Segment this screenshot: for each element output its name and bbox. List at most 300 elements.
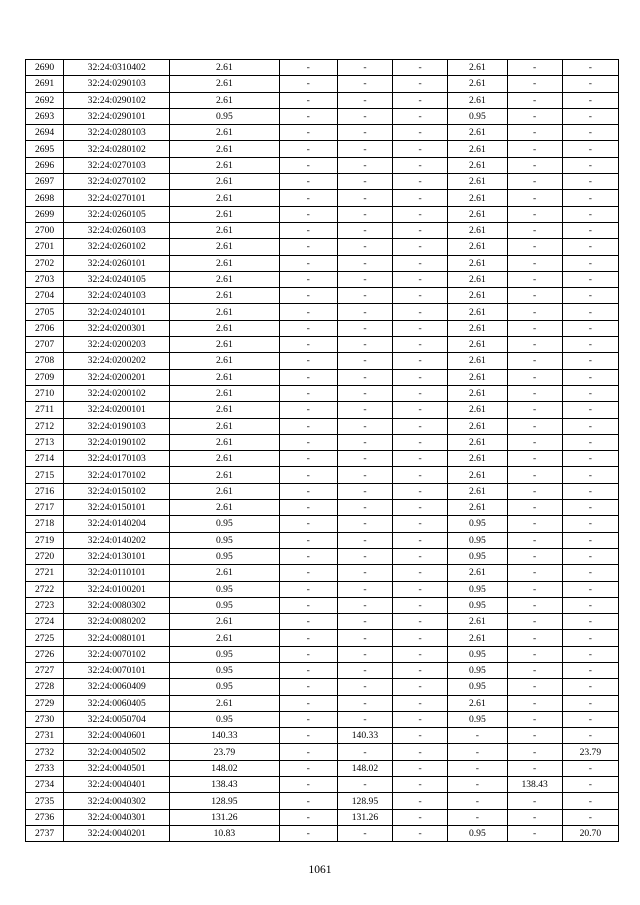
value-col-9-cell: - [562, 728, 618, 744]
value-col-6-cell: - [393, 76, 448, 92]
value-col-7-cell: - [448, 793, 507, 809]
value-col-4-cell: - [279, 255, 337, 271]
table-row [26, 728, 619, 744]
value-col-7-cell: 2.61 [448, 320, 507, 336]
row-number-cell: 2697 [26, 174, 64, 190]
cadastral-number-cell: 32:24:0200101 [64, 402, 170, 418]
cadastral-number-cell: 32:24:0200301 [64, 320, 170, 336]
total-value-cell: 138.43 [170, 777, 279, 793]
table-row [26, 304, 619, 320]
value-col-8-cell: - [507, 60, 562, 76]
total-value-cell: 2.61 [170, 255, 279, 271]
value-col-7-cell: 0.95 [448, 108, 507, 124]
row-number-cell: 2709 [26, 369, 64, 385]
cadastral-number-cell: 32:24:0060405 [64, 695, 170, 711]
value-col-7-cell: 2.61 [448, 418, 507, 434]
value-col-6-cell: - [393, 271, 448, 287]
table-row [26, 288, 619, 304]
value-col-9-cell: - [562, 646, 618, 662]
row-number-cell: 2717 [26, 500, 64, 516]
value-col-8-cell: - [507, 402, 562, 418]
row-number-cell: 2712 [26, 418, 64, 434]
value-col-6-cell: - [393, 728, 448, 744]
value-col-9-cell: - [562, 467, 618, 483]
value-col-6-cell: - [393, 581, 448, 597]
row-number-cell: 2721 [26, 565, 64, 581]
table-row [26, 646, 619, 662]
row-number-cell: 2723 [26, 597, 64, 613]
value-col-9-cell: - [562, 337, 618, 353]
value-col-4-cell: - [279, 728, 337, 744]
value-col-5-cell: - [337, 418, 392, 434]
value-col-8-cell: - [507, 76, 562, 92]
value-col-5-cell: - [337, 630, 392, 646]
value-col-9-cell: - [562, 157, 618, 173]
value-col-9-cell: - [562, 614, 618, 630]
value-col-5-cell: 148.02 [337, 760, 392, 776]
value-col-7-cell: 2.61 [448, 565, 507, 581]
value-col-8-cell: - [507, 108, 562, 124]
value-col-9-cell: - [562, 597, 618, 613]
value-col-5-cell: - [337, 369, 392, 385]
value-col-9-cell: - [562, 288, 618, 304]
value-col-4-cell: - [279, 174, 337, 190]
table-row [26, 760, 619, 776]
value-col-9-cell: - [562, 630, 618, 646]
value-col-7-cell: 2.61 [448, 174, 507, 190]
table-row [26, 222, 619, 238]
value-col-8-cell: - [507, 369, 562, 385]
total-value-cell: 0.95 [170, 646, 279, 662]
total-value-cell: 0.95 [170, 679, 279, 695]
table-row [26, 206, 619, 222]
cadastral-number-cell: 32:24:0070101 [64, 662, 170, 678]
table-row [26, 809, 619, 825]
value-col-4-cell: - [279, 695, 337, 711]
value-col-6-cell: - [393, 662, 448, 678]
cadastral-number-cell: 32:24:0040501 [64, 760, 170, 776]
value-col-6-cell: - [393, 532, 448, 548]
value-col-7-cell: - [448, 760, 507, 776]
value-col-7-cell: 0.95 [448, 646, 507, 662]
value-col-6-cell: - [393, 548, 448, 564]
value-col-7-cell: 2.61 [448, 60, 507, 76]
value-col-7-cell: 0.95 [448, 679, 507, 695]
value-col-7-cell: 2.61 [448, 451, 507, 467]
value-col-7-cell: 2.61 [448, 337, 507, 353]
value-col-4-cell: - [279, 451, 337, 467]
table-row [26, 434, 619, 450]
value-col-7-cell: 2.61 [448, 353, 507, 369]
cadastral-data-table [25, 59, 619, 842]
value-col-7-cell: - [448, 744, 507, 760]
row-number-cell: 2734 [26, 777, 64, 793]
row-number-cell: 2696 [26, 157, 64, 173]
value-col-5-cell: - [337, 581, 392, 597]
value-col-9-cell: 20.70 [562, 825, 618, 841]
value-col-5-cell: - [337, 662, 392, 678]
value-col-8-cell: - [507, 451, 562, 467]
document-page [25, 59, 619, 842]
value-col-4-cell: - [279, 548, 337, 564]
value-col-8-cell: - [507, 467, 562, 483]
value-col-4-cell: - [279, 516, 337, 532]
value-col-8-cell: - [507, 255, 562, 271]
value-col-4-cell: - [279, 777, 337, 793]
value-col-9-cell: - [562, 516, 618, 532]
value-col-7-cell: 0.95 [448, 825, 507, 841]
value-col-4-cell: - [279, 662, 337, 678]
value-col-9-cell: - [562, 809, 618, 825]
value-col-4-cell: - [279, 190, 337, 206]
value-col-7-cell: 2.61 [448, 76, 507, 92]
value-col-8-cell: - [507, 92, 562, 108]
row-number-cell: 2714 [26, 451, 64, 467]
total-value-cell: 2.61 [170, 695, 279, 711]
cadastral-number-cell: 32:24:0270101 [64, 190, 170, 206]
value-col-9-cell: - [562, 793, 618, 809]
table-row [26, 711, 619, 727]
cadastral-number-cell: 32:24:0040302 [64, 793, 170, 809]
table-row [26, 76, 619, 92]
value-col-4-cell: - [279, 206, 337, 222]
total-value-cell: 0.95 [170, 597, 279, 613]
row-number-cell: 2733 [26, 760, 64, 776]
table-row [26, 369, 619, 385]
total-value-cell: 2.61 [170, 467, 279, 483]
value-col-8-cell: - [507, 695, 562, 711]
total-value-cell: 2.61 [170, 402, 279, 418]
value-col-6-cell: - [393, 451, 448, 467]
value-col-4-cell: - [279, 434, 337, 450]
table-row [26, 239, 619, 255]
total-value-cell: 2.61 [170, 92, 279, 108]
value-col-6-cell: - [393, 255, 448, 271]
value-col-9-cell: - [562, 92, 618, 108]
total-value-cell: 2.61 [170, 337, 279, 353]
cadastral-number-cell: 32:24:0260101 [64, 255, 170, 271]
row-number-cell: 2735 [26, 793, 64, 809]
value-col-5-cell: - [337, 255, 392, 271]
value-col-4-cell: - [279, 60, 337, 76]
value-col-5-cell: - [337, 711, 392, 727]
row-number-cell: 2705 [26, 304, 64, 320]
value-col-6-cell: - [393, 711, 448, 727]
total-value-cell: 23.79 [170, 744, 279, 760]
value-col-6-cell: - [393, 190, 448, 206]
total-value-cell: 0.95 [170, 532, 279, 548]
total-value-cell: 10.83 [170, 825, 279, 841]
value-col-4-cell: - [279, 337, 337, 353]
value-col-8-cell: 138.43 [507, 777, 562, 793]
value-col-9-cell: - [562, 777, 618, 793]
cadastral-number-cell: 32:24:0080202 [64, 614, 170, 630]
value-col-9-cell: - [562, 125, 618, 141]
cadastral-number-cell: 32:24:0040601 [64, 728, 170, 744]
value-col-8-cell: - [507, 744, 562, 760]
table-row [26, 662, 619, 678]
value-col-7-cell: 2.61 [448, 630, 507, 646]
value-col-9-cell: - [562, 222, 618, 238]
cadastral-number-cell: 32:24:0260105 [64, 206, 170, 222]
cadastral-number-cell: 32:24:0240103 [64, 288, 170, 304]
cadastral-number-cell: 32:24:0040301 [64, 809, 170, 825]
value-col-7-cell: 0.95 [448, 581, 507, 597]
value-col-6-cell: - [393, 434, 448, 450]
cadastral-number-cell: 32:24:0200102 [64, 385, 170, 401]
value-col-7-cell: 2.61 [448, 125, 507, 141]
value-col-9-cell: - [562, 581, 618, 597]
value-col-8-cell: - [507, 418, 562, 434]
table-row [26, 630, 619, 646]
value-col-8-cell: - [507, 483, 562, 499]
total-value-cell: 2.61 [170, 141, 279, 157]
row-number-cell: 2699 [26, 206, 64, 222]
value-col-5-cell: - [337, 125, 392, 141]
value-col-7-cell: 2.61 [448, 271, 507, 287]
value-col-7-cell: 2.61 [448, 369, 507, 385]
value-col-6-cell: - [393, 614, 448, 630]
value-col-9-cell: - [562, 385, 618, 401]
cadastral-number-cell: 32:24:0280103 [64, 125, 170, 141]
table-row [26, 418, 619, 434]
value-col-5-cell: - [337, 190, 392, 206]
value-col-6-cell: - [393, 60, 448, 76]
value-col-9-cell: - [562, 418, 618, 434]
cadastral-number-cell: 32:24:0040401 [64, 777, 170, 793]
value-col-9-cell: 23.79 [562, 744, 618, 760]
value-col-8-cell: - [507, 728, 562, 744]
value-col-5-cell: 128.95 [337, 793, 392, 809]
total-value-cell: 128.95 [170, 793, 279, 809]
value-col-6-cell: - [393, 565, 448, 581]
value-col-7-cell: 0.95 [448, 662, 507, 678]
value-col-8-cell: - [507, 206, 562, 222]
value-col-4-cell: - [279, 679, 337, 695]
value-col-7-cell: 2.61 [448, 695, 507, 711]
value-col-4-cell: - [279, 369, 337, 385]
row-number-cell: 2715 [26, 467, 64, 483]
cadastral-number-cell: 32:24:0050704 [64, 711, 170, 727]
value-col-4-cell: - [279, 418, 337, 434]
table-row [26, 695, 619, 711]
value-col-4-cell: - [279, 108, 337, 124]
value-col-5-cell: - [337, 695, 392, 711]
value-col-4-cell: - [279, 271, 337, 287]
value-col-4-cell: - [279, 402, 337, 418]
value-col-4-cell: - [279, 630, 337, 646]
value-col-9-cell: - [562, 760, 618, 776]
cadastral-number-cell: 32:24:0080101 [64, 630, 170, 646]
value-col-9-cell: - [562, 190, 618, 206]
value-col-6-cell: - [393, 385, 448, 401]
value-col-5-cell: - [337, 646, 392, 662]
table-row [26, 60, 619, 76]
value-col-6-cell: - [393, 695, 448, 711]
table-row [26, 385, 619, 401]
total-value-cell: 2.61 [170, 614, 279, 630]
value-col-4-cell: - [279, 597, 337, 613]
value-col-6-cell: - [393, 483, 448, 499]
value-col-8-cell: - [507, 532, 562, 548]
cadastral-number-cell: 32:24:0260103 [64, 222, 170, 238]
value-col-6-cell: - [393, 337, 448, 353]
value-col-4-cell: - [279, 744, 337, 760]
value-col-8-cell: - [507, 434, 562, 450]
row-number-cell: 2724 [26, 614, 64, 630]
value-col-6-cell: - [393, 108, 448, 124]
row-number-cell: 2731 [26, 728, 64, 744]
row-number-cell: 2711 [26, 402, 64, 418]
total-value-cell: 0.95 [170, 581, 279, 597]
value-col-5-cell: - [337, 222, 392, 238]
value-col-4-cell: - [279, 500, 337, 516]
value-col-7-cell: 0.95 [448, 711, 507, 727]
value-col-9-cell: - [562, 239, 618, 255]
value-col-4-cell: - [279, 157, 337, 173]
value-col-9-cell: - [562, 483, 618, 499]
total-value-cell: 140.33 [170, 728, 279, 744]
table-row [26, 190, 619, 206]
value-col-9-cell: - [562, 76, 618, 92]
value-col-7-cell: 2.61 [448, 402, 507, 418]
value-col-7-cell: 2.61 [448, 190, 507, 206]
value-col-8-cell: - [507, 157, 562, 173]
value-col-7-cell: 2.61 [448, 614, 507, 630]
value-col-9-cell: - [562, 711, 618, 727]
value-col-4-cell: - [279, 92, 337, 108]
table-row [26, 548, 619, 564]
value-col-5-cell: 131.26 [337, 809, 392, 825]
value-col-5-cell: - [337, 320, 392, 336]
value-col-5-cell: - [337, 271, 392, 287]
value-col-8-cell: - [507, 760, 562, 776]
value-col-4-cell: - [279, 646, 337, 662]
value-col-8-cell: - [507, 630, 562, 646]
cadastral-number-cell: 32:24:0260102 [64, 239, 170, 255]
table-row [26, 614, 619, 630]
cadastral-number-cell: 32:24:0280102 [64, 141, 170, 157]
row-number-cell: 2728 [26, 679, 64, 695]
value-col-5-cell: - [337, 92, 392, 108]
value-col-4-cell: - [279, 760, 337, 776]
value-col-6-cell: - [393, 125, 448, 141]
value-col-4-cell: - [279, 76, 337, 92]
value-col-6-cell: - [393, 516, 448, 532]
cadastral-number-cell: 32:24:0270102 [64, 174, 170, 190]
value-col-4-cell: - [279, 222, 337, 238]
value-col-7-cell: 2.61 [448, 255, 507, 271]
table-row [26, 337, 619, 353]
row-number-cell: 2732 [26, 744, 64, 760]
value-col-7-cell: 2.61 [448, 483, 507, 499]
value-col-9-cell: - [562, 353, 618, 369]
total-value-cell: 0.95 [170, 108, 279, 124]
value-col-5-cell: - [337, 614, 392, 630]
table-row [26, 141, 619, 157]
row-number-cell: 2719 [26, 532, 64, 548]
row-number-cell: 2706 [26, 320, 64, 336]
value-col-9-cell: - [562, 662, 618, 678]
row-number-cell: 2722 [26, 581, 64, 597]
total-value-cell: 2.61 [170, 483, 279, 499]
row-number-cell: 2737 [26, 825, 64, 841]
total-value-cell: 2.61 [170, 157, 279, 173]
table-row [26, 255, 619, 271]
total-value-cell: 2.61 [170, 451, 279, 467]
cadastral-number-cell: 32:24:0040502 [64, 744, 170, 760]
total-value-cell: 2.61 [170, 630, 279, 646]
total-value-cell: 2.61 [170, 288, 279, 304]
value-col-4-cell: - [279, 565, 337, 581]
value-col-9-cell: - [562, 271, 618, 287]
value-col-9-cell: - [562, 434, 618, 450]
value-col-6-cell: - [393, 793, 448, 809]
value-col-8-cell: - [507, 500, 562, 516]
cadastral-number-cell: 32:24:0130101 [64, 548, 170, 564]
row-number-cell: 2726 [26, 646, 64, 662]
value-col-5-cell: - [337, 565, 392, 581]
value-col-5-cell: 140.33 [337, 728, 392, 744]
table-body [26, 60, 619, 842]
total-value-cell: 131.26 [170, 809, 279, 825]
value-col-4-cell: - [279, 320, 337, 336]
table-row [26, 581, 619, 597]
value-col-8-cell: - [507, 662, 562, 678]
value-col-6-cell: - [393, 679, 448, 695]
cadastral-number-cell: 32:24:0040201 [64, 825, 170, 841]
value-col-9-cell: - [562, 206, 618, 222]
row-number-cell: 2707 [26, 337, 64, 353]
value-col-7-cell: 0.95 [448, 548, 507, 564]
row-number-cell: 2718 [26, 516, 64, 532]
total-value-cell: 2.61 [170, 174, 279, 190]
value-col-5-cell: - [337, 434, 392, 450]
total-value-cell: 2.61 [170, 190, 279, 206]
row-number-cell: 2692 [26, 92, 64, 108]
value-col-6-cell: - [393, 777, 448, 793]
value-col-7-cell: 2.61 [448, 500, 507, 516]
value-col-9-cell: - [562, 320, 618, 336]
value-col-6-cell: - [393, 288, 448, 304]
total-value-cell: 2.61 [170, 418, 279, 434]
value-col-8-cell: - [507, 304, 562, 320]
row-number-cell: 2729 [26, 695, 64, 711]
value-col-5-cell: - [337, 467, 392, 483]
value-col-7-cell: 2.61 [448, 288, 507, 304]
value-col-5-cell: - [337, 60, 392, 76]
total-value-cell: 0.95 [170, 662, 279, 678]
total-value-cell: 2.61 [170, 434, 279, 450]
value-col-5-cell: - [337, 76, 392, 92]
value-col-5-cell: - [337, 516, 392, 532]
row-number-cell: 2710 [26, 385, 64, 401]
value-col-8-cell: - [507, 646, 562, 662]
value-col-5-cell: - [337, 108, 392, 124]
value-col-8-cell: - [507, 809, 562, 825]
row-number-cell: 2695 [26, 141, 64, 157]
total-value-cell: 2.61 [170, 76, 279, 92]
total-value-cell: 2.61 [170, 239, 279, 255]
value-col-5-cell: - [337, 353, 392, 369]
value-col-4-cell: - [279, 614, 337, 630]
cadastral-number-cell: 32:24:0310402 [64, 60, 170, 76]
value-col-5-cell: - [337, 385, 392, 401]
value-col-4-cell: - [279, 711, 337, 727]
value-col-7-cell: 0.95 [448, 516, 507, 532]
value-col-5-cell: - [337, 402, 392, 418]
value-col-9-cell: - [562, 679, 618, 695]
